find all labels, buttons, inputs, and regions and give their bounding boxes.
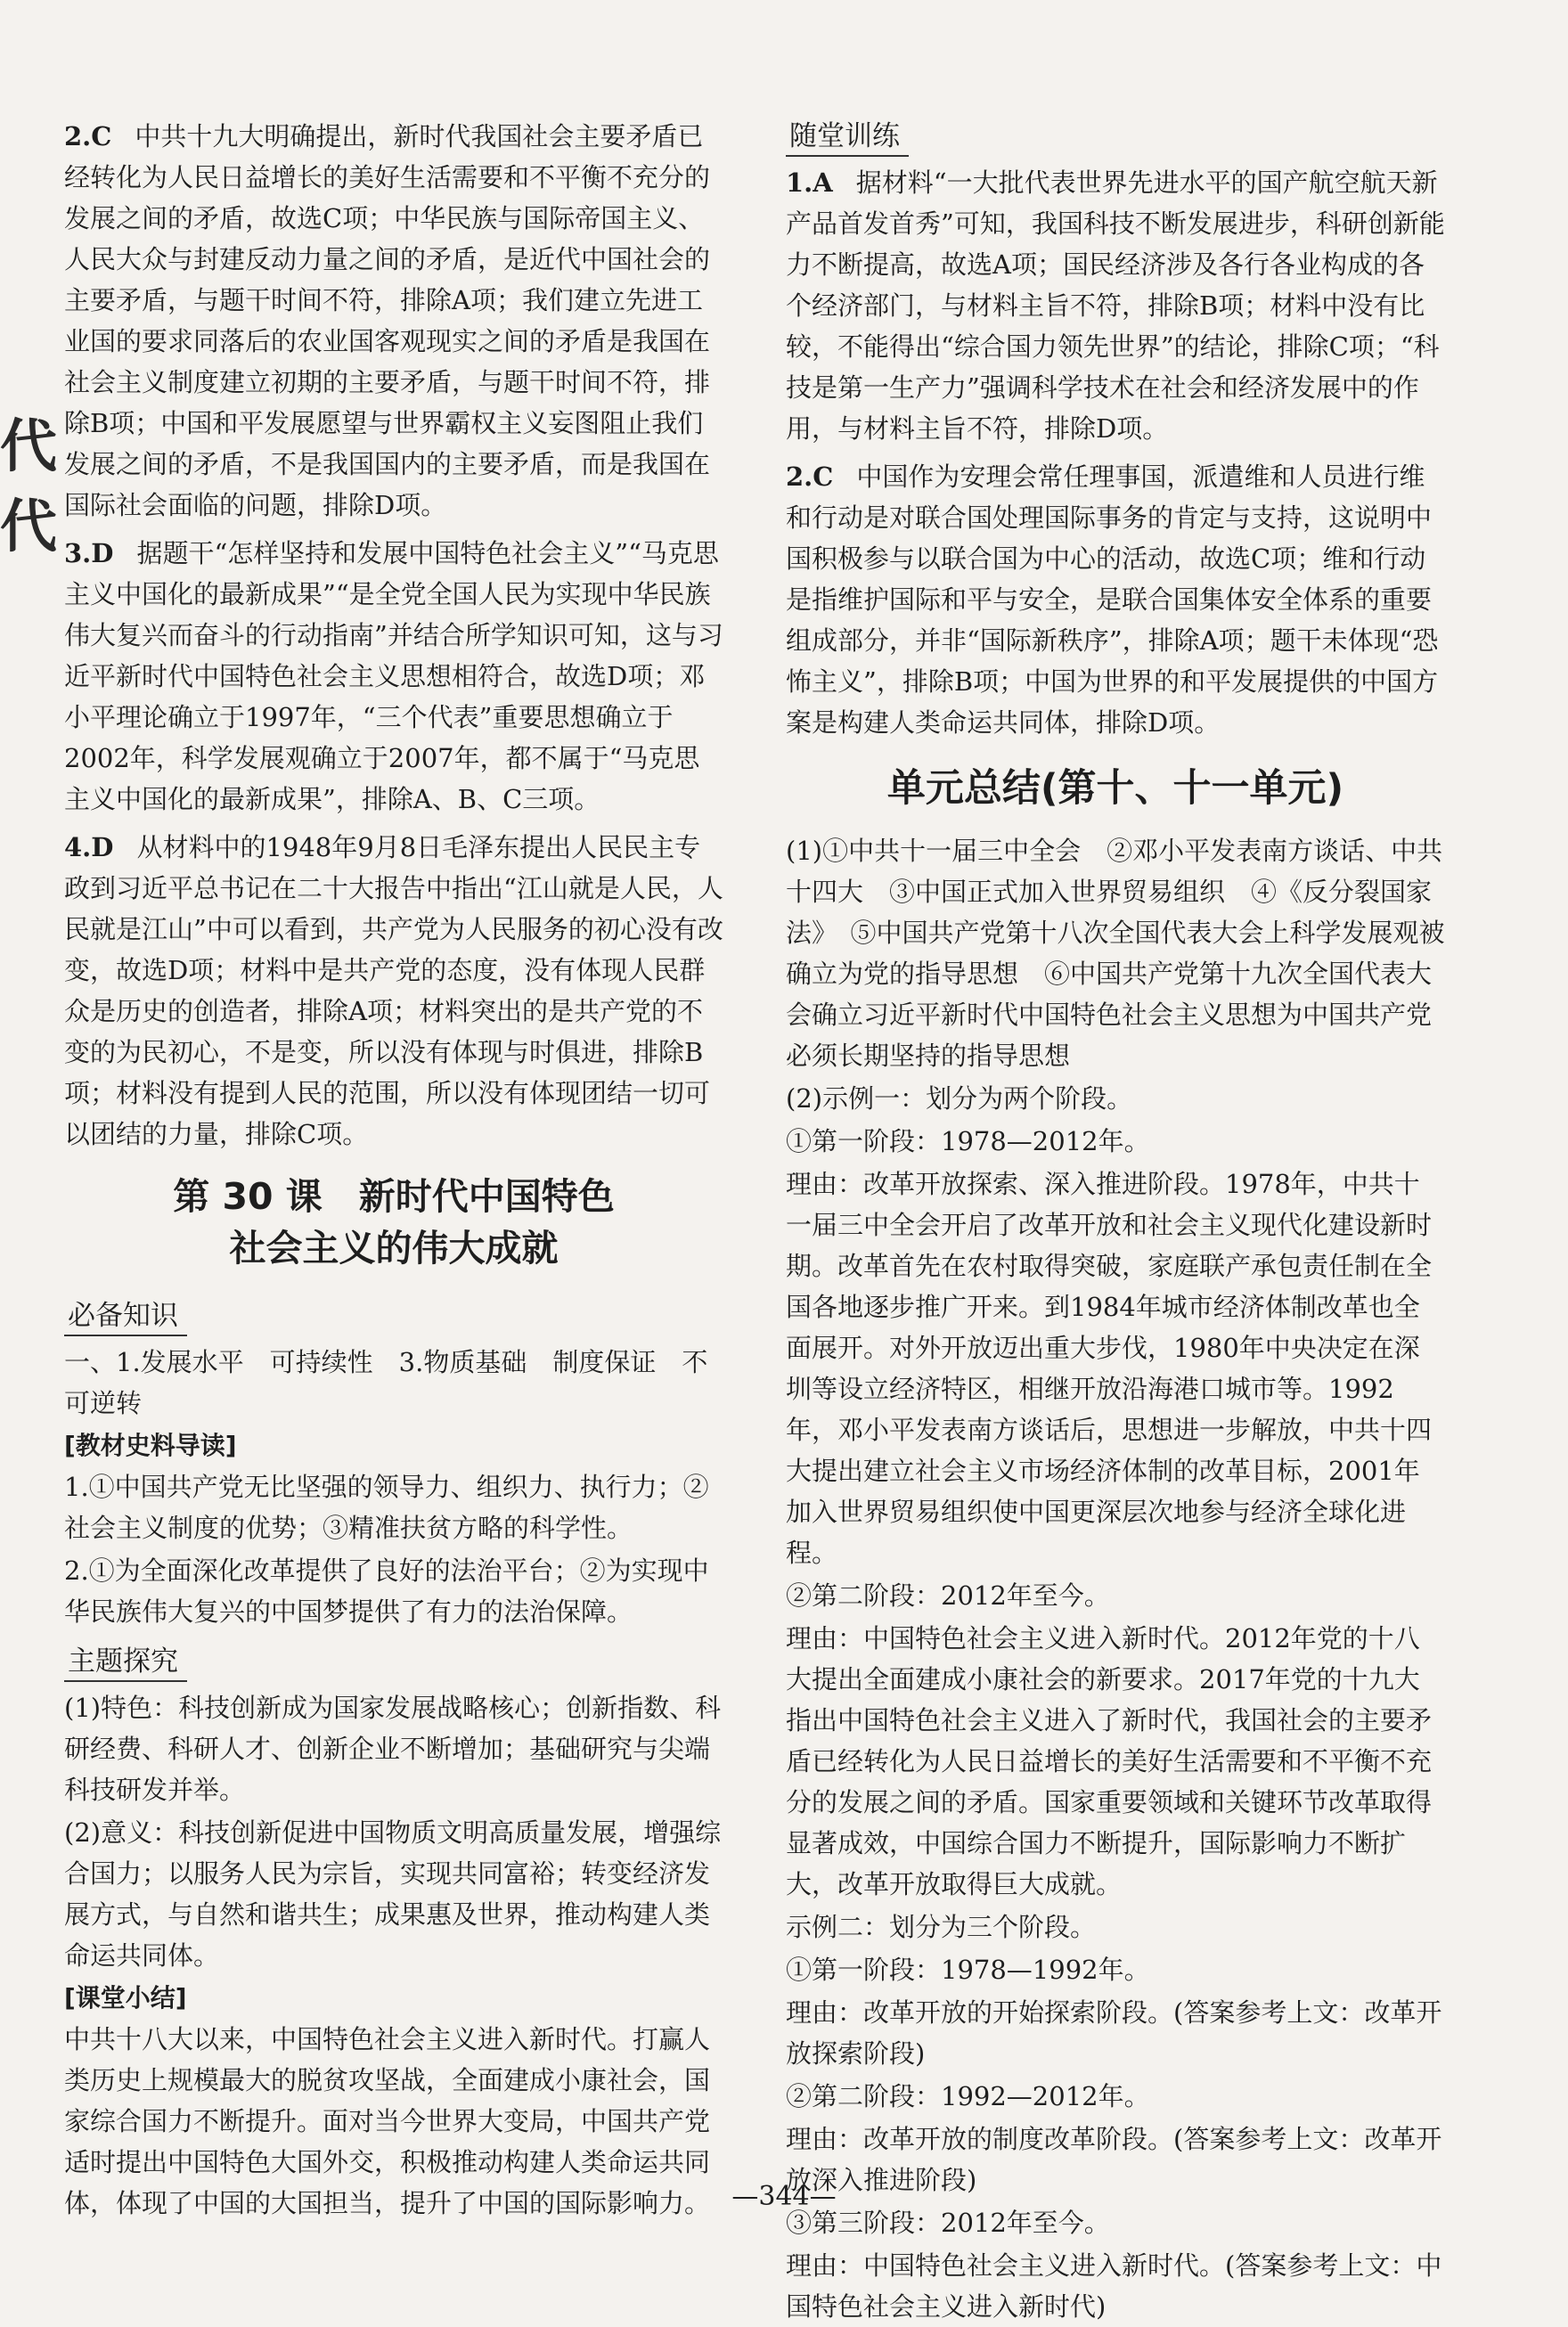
summary-line: 理由：改革开放探索、深入推进阶段。1978年，中共十一届三中全会开启了改革开放和社会主义现代化建设新时期。改革首先在农村取得突破，家庭联产承包责任制在全国各地逐步推广开来。到1984年城市经济体制改革也全面展开。对外开放迈出重大步伐，1980年中央决定在深圳等设立经济特区，相继开放沿海港口城市等。1992年，邓小平发表南方谈话后，思想进一步解放，中共十四大提出建立社会主义市场经济体制的改革目标，2001年加入世界贸易组织使中国更深层次地参与经济全球化进程。 (786, 1169, 1433, 1568)
summary-line: ②第二阶段：2012年至今。 (786, 1580, 1110, 1611)
summary-line: ②第二阶段：1992—2012年。 (786, 2081, 1150, 2111)
answer-letter: D (91, 832, 114, 862)
subheading-jiaocai: [教材史料导读] (64, 1431, 237, 1460)
answer-explanation: 据材料“一大批代表世界先进水平的国产航空航天新产品首发首秀”可知，我国科技不断发展进步，科研创新能力不断提高，故选A项；国民经济涉及各行各业构成的各个经济部门，与材料主旨不符，排除B项；材料中没有比较，不能得出“综合国力领先世界”的结论，排除C项；“科技是第一生产力”强调科学技术在社会和经济发展中的作用，与材料主旨不符，排除D项。 (786, 167, 1445, 444)
answer-explanation: 中国作为安理会常任理事国，派遣维和人员进行维和行动是对联合国处理国际事务的肯定与支持，这说明中国积极参与以联合国为中心的活动，故选C项；维和行动是指维护国际和平与安全，是联合国集体安全体系的重要组成部分，并非“国际新秩序”，排除A项；题干未体现“恐怖主义”，排除B项；中国为世界的和平发展提供的中国方案是构建人类命运共同体，排除D项。 (786, 461, 1439, 738)
jiaocai-item: 1.①中国共产党无比坚强的领导力、组织力、执行力；②社会主义制度的优势；③精准扶贫方略的科学性。 (64, 1472, 709, 1543)
left-column (64, 116, 723, 2218)
edge-glyph-top: 代 (0, 413, 57, 480)
summary-line: ①第一阶段：1978—1992年。 (786, 1955, 1150, 1985)
answer-item (786, 456, 1445, 743)
summary-line: 理由：改革开放的制度改革阶段。(答案参考上文：改革开放深入推进阶段) (786, 2124, 1442, 2195)
lesson-title-line1: 第 30 课 新时代中国特色 (173, 1175, 615, 1218)
answer-item (64, 827, 723, 1155)
subheading-ketang: [课堂小结] (64, 1983, 187, 2013)
summary-line: 理由：中国特色社会主义进入新时代。(答案参考上文：中国特色社会主义进入新时代) (786, 2250, 1442, 2322)
edge-glyph-bottom: 代 (0, 494, 57, 560)
answer-number: 2. (786, 461, 813, 492)
unit-summary-title: 单元总结(第十、十一单元) (886, 766, 1344, 811)
summary-line: 理由：改革开放的开始探索阶段。(答案参考上文：改革开放探索阶段) (786, 1997, 1442, 2069)
page-number: —344— (731, 2181, 837, 2212)
summary-line: (1)①中共十一届三中全会 ②邓小平发表南方谈话、中共十四大 ③中国正式加入世界贸易组织 ④《反分裂国家法》 ⑤中国共产党第十八次全国代表大会上科学发展观被确立为党的指导思想 ⑥中国共产党第十九次全国代表大会确立习近平新时代中国特色社会主义思想为中国共产党必须长期坚持的指导思想 (786, 836, 1445, 1071)
answer-number: 3. (64, 538, 92, 568)
section-heading-bibei: 必备知识 (64, 1297, 187, 1336)
answer-item (64, 116, 723, 526)
ketang-summary: 中共十八大以来，中国特色社会主义进入新时代。打赢人类历史上规模最大的脱贫攻坚战，全面建成小康社会，国家综合国力不断提升。面对当今世界大变局，中国共产党适时提出中国特色大国外交，积极推动构建人类命运共同体，体现了中国的大国担当，提升了中国的国际影响力。 (64, 2024, 711, 2218)
lesson-title-line2: 社会主义的伟大成就 (229, 1227, 559, 1270)
zhuti-item: (2)意义：科技创新促进中国物质文明高质量发展，增强综合国力；以服务人民为宗旨，实现共同富裕；转变经济发展方式，与自然和谐共生；成果惠及世界，推动构建人类命运共同体。 (64, 1817, 722, 1971)
answer-explanation: 据题干“怎样坚持和发展中国特色社会主义”“马克思主义中国化的最新成果”“是全党全国人民为实现中华民族伟大复兴而奋斗的行动指南”并结合所学知识可知，这与习近平新时代中国特色社会主义思想相符合，故选D项；邓小平理论确立于1997年，“三个代表”重要思想确立于2002年，科学发展观确立于2007年，都不属于“马克思主义中国化的最新成果”，排除A、B、C三项。 (64, 538, 723, 814)
answer-letter: C (813, 461, 834, 492)
answer-explanation: 中共十九大明确提出，新时代我国社会主要矛盾已经转化为人民日益增长的美好生活需要和不平衡不充分的发展之间的矛盾，故选C项；中华民族与国际帝国主义、人民大众与封建反动力量之间的矛盾，是近代中国社会的主要矛盾，与题干时间不符，排除A项；我们建立先进工业国的要求同落后的农业国客观现实之间的矛盾是我国在社会主义制度建立初期的主要矛盾，与题干时间不符，排除B项；中国和平发展愿望与世界霸权主义妄图阻止我们发展之间的矛盾，不是我国国内的主要矛盾，而是我国在国际社会面临的问题，排除D项。 (64, 121, 711, 520)
answer-letter: D (91, 538, 114, 568)
summary-line: ①第一阶段：1978—2012年。 (786, 1126, 1150, 1156)
answer-item (786, 162, 1445, 449)
summary-line: 示例二：划分为三个阶段。 (786, 1912, 1097, 1942)
summary-line: (2)示例一：划分为两个阶段。 (786, 1083, 1133, 1114)
answer-number: 2. (64, 121, 92, 151)
section-heading-zhuti: 主题探究 (64, 1643, 187, 1682)
section-heading-suitang: 随堂训练 (786, 118, 909, 157)
lesson-title (64, 1171, 723, 1274)
jiaocai-item: 2.①为全面深化改革提供了良好的法治平台；②为实现中华民族伟大复兴的中国梦提供了有力的法治保障。 (64, 1555, 709, 1627)
right-column (786, 116, 1445, 2322)
answer-number: 4. (64, 832, 92, 862)
answer-explanation: 从材料中的1948年9月8日毛泽东提出人民民主专政到习近平总书记在二十大报告中指出“江山就是人民，人民就是江山”中可以看到，共产党为人民服务的初心没有改变，故选D项；材料中是共产党的态度，没有体现人民群众是历史的创造者，排除A项；材料突出的是共产党的不变的为民初心，不是变，所以没有体现与时俱进，排除B项；材料没有提到人民的范围，所以没有体现团结一切可以团结的力量，排除C项。 (64, 832, 723, 1149)
answer-letter: A (813, 167, 833, 198)
summary-line: 理由：中国特色社会主义进入新时代。2012年党的十八大提出全面建成小康社会的新要求。2017年党的十九大指出中国特色社会主义进入了新时代，我国社会的主要矛盾已经转化为人民日益增长的美好生活需要和不平衡不充分的发展之间的矛盾。国家重要领域和关键环节改革取得显著成效，中国综合国力不断提升，国际影响力不断扩大，改革开放取得巨大成就。 (786, 1623, 1433, 1899)
bibei-answers: 一、1.发展水平 可持续性 3.物质基础 制度保证 不可逆转 (64, 1347, 708, 1418)
answer-item (64, 533, 723, 820)
summary-line: ③第三阶段：2012年至今。 (786, 2208, 1110, 2238)
zhuti-item: (1)特色：科技创新成为国家发展战略核心；创新指数、科研经费、科研人才、创新企业不断增加；基础研究与尖端科技研发并举。 (64, 1693, 722, 1805)
answer-number: 1. (786, 167, 813, 198)
answer-letter: C (91, 121, 112, 151)
